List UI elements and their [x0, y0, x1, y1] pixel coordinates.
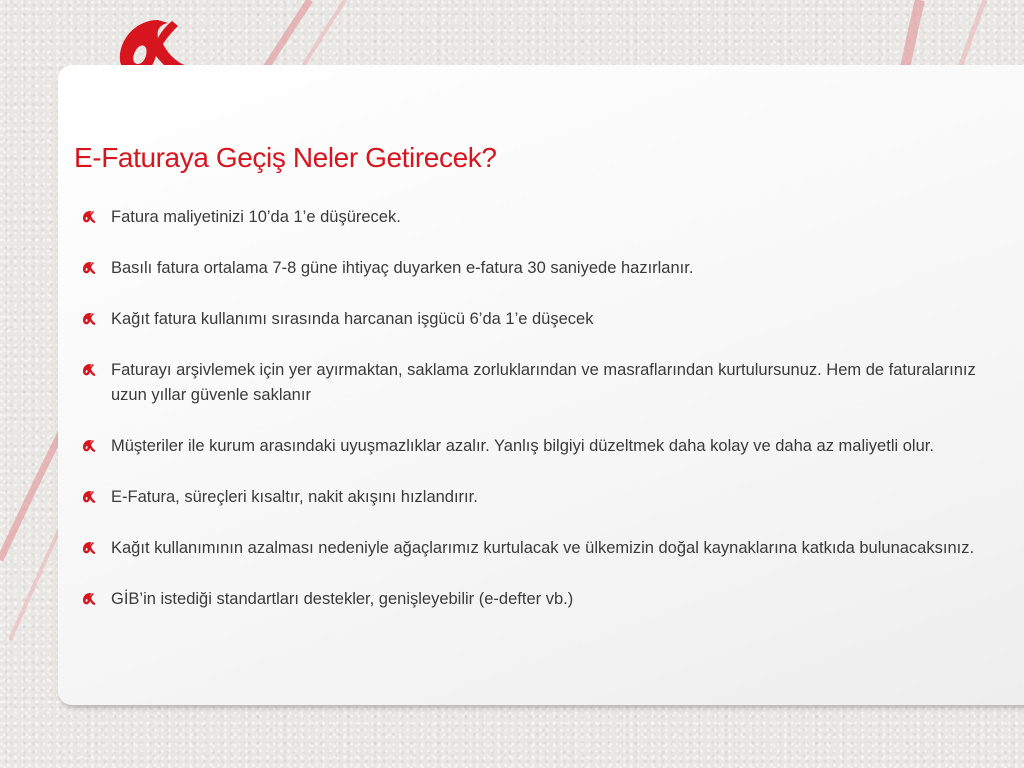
list-item [82, 536, 982, 561]
turkkep-mark-icon [82, 312, 96, 326]
bullet-text: Faturayı arşivlemek için yer ayırmaktan, saklama zorluklarından ve masraflarından kurtulursunuz. Hem de faturalarınız uzun yıllar güvenle saklanır [111, 361, 976, 404]
bullet-text: Fatura maliyetinizi 10’da 1’e düşürecek. [111, 208, 401, 226]
turkkep-mark-icon [82, 210, 96, 224]
list-item [82, 307, 982, 332]
turkkep-mark-icon [82, 363, 96, 377]
turkkep-mark-icon [82, 541, 96, 555]
bullet-text: Kağıt fatura kullanımı sırasında harcanan işgücü 6’da 1’e düşecek [111, 310, 594, 328]
bullet-text: Müşteriler ile kurum arasındaki uyuşmazlıklar azalır. Yanlış bilgiyi düzeltmek daha kolay ve daha az maliyetli olur. [111, 437, 934, 455]
bullet-text: Kağıt kullanımının azalması nedeniyle ağaçlarımız kurtulacak ve ülkemizin doğal kaynaklarına katkıda bulunacaksınız. [111, 539, 975, 557]
turkkep-mark-icon [82, 490, 96, 504]
list-item [82, 205, 982, 230]
turkkep-mark-icon [82, 439, 96, 453]
turkkep-mark-icon [82, 261, 96, 275]
slide-title: E-Faturaya Geçiş Neler Getirecek? [74, 142, 497, 173]
list-item [82, 485, 982, 510]
list-item [82, 358, 982, 408]
list-item [82, 434, 982, 459]
bullet-text: Basılı fatura ortalama 7-8 güne ihtiyaç duyarken e-fatura 30 saniyede hazırlanır. [111, 259, 694, 277]
list-item [82, 256, 982, 281]
bullet-list [82, 205, 982, 638]
bullet-text: E-Fatura, süreçleri kısaltır, nakit akışını hızlandırır. [111, 488, 478, 506]
turkkep-mark-icon [82, 592, 96, 606]
bullet-text: GİB’in istediği standartları destekler, genişleyebilir (e-defter vb.) [111, 590, 574, 608]
list-item [82, 587, 982, 612]
